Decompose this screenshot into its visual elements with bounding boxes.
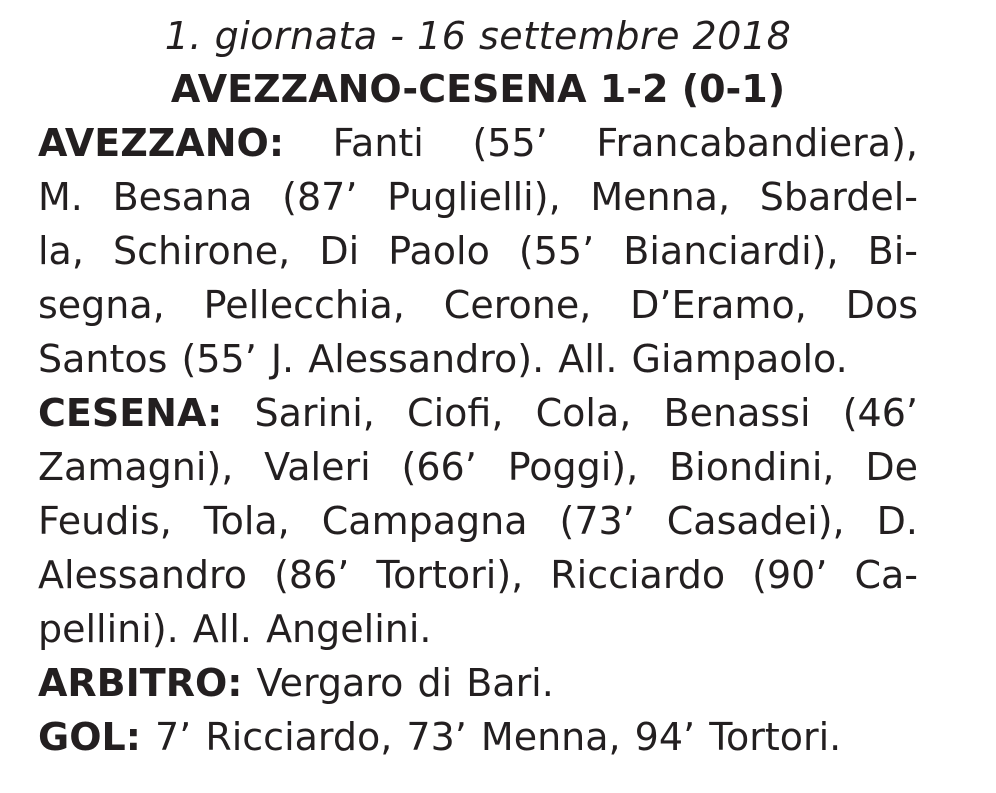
referee-info xyxy=(38,656,918,710)
cesena-line-1 xyxy=(38,386,918,440)
goals-line xyxy=(38,710,918,764)
cesena-line-3: Feudis, Tola, Campagna (73’ Casadei), D. xyxy=(38,499,918,543)
cesena-lineup xyxy=(38,386,918,656)
cesena-text-1: Sarini, Ciofi, Cola, Benassi (46’ xyxy=(222,391,918,435)
referee-label: ARBITRO: xyxy=(38,661,243,705)
goals-label: GOL: xyxy=(38,715,141,759)
goals-text: 7’ Ricciardo, 73’ Menna, 94’ Tortori. xyxy=(140,715,842,759)
avezzano-text-1: Fanti (55’ Francabandiera), xyxy=(284,121,918,165)
avezzano-lineup xyxy=(38,116,918,386)
cesena-label: CESENA: xyxy=(38,391,223,435)
cesena-line-5: pellini). All. Angelini. xyxy=(38,607,432,651)
avezzano-line-2: M. Besana (87’ Puglielli), Menna, Sbardel- xyxy=(38,175,918,219)
cesena-line-4: Alessandro (86’ Tortori), Ricciardo (90’ Ca- xyxy=(38,553,918,597)
goals-info xyxy=(38,710,918,764)
referee-line xyxy=(38,656,918,710)
avezzano-label: AVEZZANO: xyxy=(38,121,285,165)
referee-text: Vergaro di Bari. xyxy=(242,661,554,705)
avezzano-line-3: la, Schirone, Di Paolo (55’ Bianciardi), Bi- xyxy=(38,229,918,273)
avezzano-line-4: segna, Pellecchia, Cerone, D’Eramo, Dos xyxy=(38,283,918,327)
avezzano-line-1 xyxy=(38,116,918,170)
match-result: AVEZZANO-CESENA 1-2 (0-1) xyxy=(170,67,786,111)
matchday-date: 1. giornata - 16 settembre 2018 xyxy=(164,14,792,58)
cesena-line-2: Zamagni), Valeri (66’ Poggi), Biondini, De xyxy=(38,445,918,489)
report-header xyxy=(38,10,918,116)
avezzano-line-5: Santos (55’ J. Alessandro). All. Giampaolo. xyxy=(38,337,848,381)
